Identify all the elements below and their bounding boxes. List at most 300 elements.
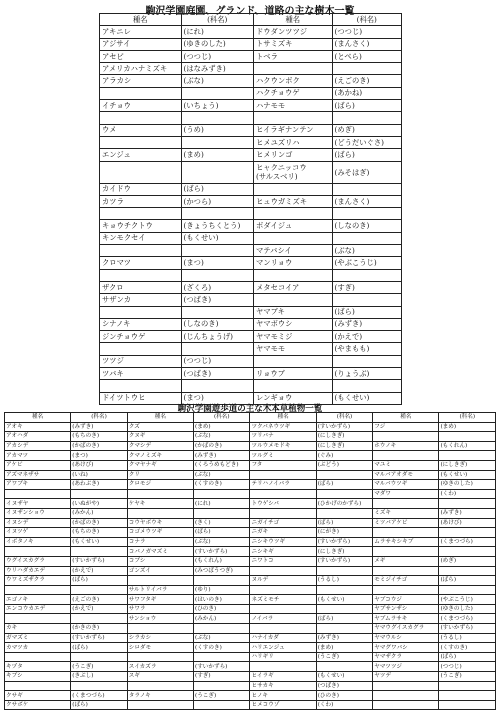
family-cell <box>316 489 372 499</box>
species-cell: クマヤナギ <box>127 460 193 470</box>
species-cell <box>250 662 316 672</box>
species-cell <box>254 380 333 392</box>
table-row <box>100 63 402 75</box>
table-row <box>5 470 496 480</box>
species-cell: シナノキ <box>100 318 182 330</box>
species-cell: ザクロ <box>100 281 182 293</box>
table-row <box>5 643 496 653</box>
table-row <box>100 149 402 161</box>
family-cell: (ゆきのした) <box>439 480 496 490</box>
species-cell <box>373 451 439 461</box>
family-cell: (もちのき) <box>71 432 127 442</box>
family-cell: (つばき) <box>316 681 372 691</box>
species-cell: タラノキ <box>127 691 193 701</box>
family-cell: (みずき) <box>439 508 496 518</box>
species-cell: コゴメウツギ <box>127 528 193 538</box>
species-cell <box>127 576 193 586</box>
family-cell <box>194 681 250 691</box>
family-cell: (ゆきのした) <box>439 604 496 614</box>
species-cell: ヤブコウジ <box>373 595 439 605</box>
species-cell <box>254 208 333 220</box>
family-cell: (ぐみ) <box>316 451 372 461</box>
species-cell: ヒイラギナンテン <box>254 124 333 136</box>
table-row <box>100 208 402 220</box>
table-row <box>100 124 402 136</box>
species-cell <box>250 566 316 576</box>
table-row <box>5 566 496 576</box>
species-cell: ボダイジュ <box>254 220 333 232</box>
species-cell: クマノミズキ <box>127 451 193 461</box>
table-row <box>5 624 496 634</box>
species-cell: マユミ <box>373 460 439 470</box>
family-cell <box>439 499 496 509</box>
family-cell: (うこぎ) <box>71 662 127 672</box>
family-cell: (にしきぎ) <box>316 441 372 451</box>
species-cell: サンショウ <box>127 614 193 624</box>
species-cell: マンリョウ <box>254 257 333 269</box>
species-cell: ニシキウツギ <box>250 537 316 547</box>
family-cell: (まつ) <box>181 257 253 269</box>
table-row <box>100 161 402 183</box>
species-cell: ツルグミ <box>250 451 316 461</box>
species-cell: ヒュウガミズキ <box>254 195 333 207</box>
species-cell: ニシキギ <box>250 547 316 557</box>
family-cell: (もちのき) <box>71 528 127 538</box>
table-row <box>5 460 496 470</box>
family-cell: (うこぎ) <box>439 672 496 682</box>
species-cell <box>100 161 182 183</box>
species-cell: ツルウメモドキ <box>250 441 316 451</box>
table-row <box>5 691 496 701</box>
family-cell: (かえで) <box>332 331 401 343</box>
family-cell <box>332 355 401 367</box>
family-cell <box>181 161 253 183</box>
family-cell <box>181 269 253 281</box>
family-cell: (かばのき) <box>194 441 250 451</box>
table-header-row <box>100 14 402 26</box>
family-cell: (ぶな) <box>194 537 250 547</box>
species-cell: アカシデ <box>5 441 71 451</box>
family-cell: (めぎ) <box>439 556 496 566</box>
family-cell <box>439 585 496 595</box>
family-cell <box>316 624 372 634</box>
family-cell: (まめ) <box>316 643 372 653</box>
table-row <box>100 87 402 99</box>
table-row <box>100 26 402 38</box>
table-row <box>100 245 402 257</box>
family-cell <box>439 700 496 710</box>
family-cell <box>181 380 253 392</box>
family-cell <box>439 432 496 442</box>
family-cell <box>181 136 253 148</box>
table-row <box>100 331 402 343</box>
family-cell <box>332 112 401 124</box>
family-cell: (くわ) <box>439 489 496 499</box>
family-cell: (うこぎ) <box>194 691 250 701</box>
species-cell <box>254 183 333 195</box>
species-cell <box>100 343 182 355</box>
family-cell: (みずき) <box>316 633 372 643</box>
table-row <box>5 518 496 528</box>
species-cell <box>250 624 316 634</box>
species-cell: コウヤボウキ <box>127 518 193 528</box>
family-cell: (りょうぶ) <box>332 368 401 380</box>
table-row <box>5 489 496 499</box>
table-row <box>5 662 496 672</box>
family-cell: (つばき) <box>181 368 253 380</box>
family-cell: (ゆきのした) <box>181 38 253 50</box>
family-cell: (ざくろ) <box>181 281 253 293</box>
species-cell: リョウブ <box>254 368 333 380</box>
family-cell <box>439 547 496 557</box>
family-cell <box>194 489 250 499</box>
family-cell: (ばら) <box>316 480 372 490</box>
column-header-family: (科名) <box>332 14 401 26</box>
family-cell: (まめ) <box>194 422 250 432</box>
species-cell: コナラ <box>127 537 193 547</box>
family-cell: (つつじ) <box>181 50 253 62</box>
species-cell <box>5 614 71 624</box>
species-cell <box>100 208 182 220</box>
species-cell: ウワミズザクラ <box>5 576 71 586</box>
family-cell: (みそはぎ) <box>332 161 401 183</box>
species-cell <box>373 585 439 595</box>
family-cell <box>194 624 250 634</box>
species-cell: エゴノキ <box>5 595 71 605</box>
family-cell: (みかん) <box>71 508 127 518</box>
species-cell <box>127 681 193 691</box>
family-cell: (すいかずら) <box>71 633 127 643</box>
family-cell: (つばき) <box>181 294 253 306</box>
family-cell: (つつじ) <box>181 355 253 367</box>
family-cell <box>71 681 127 691</box>
species-cell: ハクウンボク <box>254 75 333 87</box>
species-cell: アオキ <box>5 422 71 432</box>
family-cell: (ばら) <box>332 149 401 161</box>
species-cell <box>5 489 71 499</box>
table-row <box>5 633 496 643</box>
species-cell: クズ <box>127 422 193 432</box>
family-cell <box>194 652 250 662</box>
family-cell: (しなのき) <box>181 318 253 330</box>
family-cell: (うめ) <box>181 124 253 136</box>
family-cell: (いね) <box>71 470 127 480</box>
species-cell: メギ <box>373 556 439 566</box>
species-cell: トベラ <box>254 50 333 62</box>
column-header-species: 種名 <box>127 413 193 423</box>
column-header-family: (科名) <box>194 413 250 423</box>
species-cell: クヌギ <box>127 432 193 442</box>
family-cell: (ひのき) <box>316 691 372 701</box>
family-cell: (しなのき) <box>332 220 401 232</box>
species-cell: マテバシイ <box>254 245 333 257</box>
table-row <box>5 652 496 662</box>
column-header-family: (科名) <box>439 413 496 423</box>
table-row <box>5 508 496 518</box>
family-cell: (みつばうつぎ) <box>194 566 250 576</box>
species-cell: カマツカ <box>5 643 71 653</box>
species-cell: テリハノイバラ <box>250 480 316 490</box>
species-cell: メタセコイア <box>254 281 333 293</box>
species-cell: ツツジ <box>100 355 182 367</box>
species-cell: ヒノキ <box>250 691 316 701</box>
species-cell: イチョウ <box>100 100 182 112</box>
species-cell: ニガイチゴ <box>250 518 316 528</box>
species-cell: コバノガマズミ <box>127 547 193 557</box>
family-cell: (まつ) <box>71 451 127 461</box>
species-cell: ハナイカダ <box>250 633 316 643</box>
family-cell: (きく) <box>194 518 250 528</box>
species-cell: ツバキ <box>100 368 182 380</box>
species-cell: イヌシデ <box>5 518 71 528</box>
species-cell: ネズミモチ <box>250 595 316 605</box>
family-cell <box>71 585 127 595</box>
species-cell: エンコウカエデ <box>5 604 71 614</box>
table-row <box>5 672 496 682</box>
family-cell: (すいかずら) <box>316 556 372 566</box>
species-cell: ヤブムラサキ <box>373 614 439 624</box>
species-cell: アラカシ <box>100 75 182 87</box>
species-cell <box>100 87 182 99</box>
species-cell: クマシデ <box>127 441 193 451</box>
table-row <box>100 380 402 392</box>
family-cell: (どうだいぐさ) <box>332 136 401 148</box>
family-cell: (ばら) <box>71 576 127 586</box>
family-cell: (かばのき) <box>71 441 127 451</box>
species-cell: アカマツ <box>5 451 71 461</box>
section-title: 駒沢学園遊歩道の主な木本草植物一覧 <box>177 404 323 414</box>
species-cell: アオハダ <box>5 432 71 442</box>
family-cell: (にがき) <box>316 528 372 538</box>
species-cell <box>254 355 333 367</box>
species-cell: ムラサキシキブ <box>373 537 439 547</box>
species-cell: フジ <box>373 422 439 432</box>
family-cell: (くすのき) <box>194 643 250 653</box>
column-header-species: 種名 <box>250 413 316 423</box>
species-cell: マルバウツギ <box>373 480 439 490</box>
family-cell: (ばら) <box>181 183 253 195</box>
species-cell: カツラ <box>100 195 182 207</box>
family-cell: (すいかずら) <box>194 662 250 672</box>
species-cell: フタ <box>250 460 316 470</box>
family-cell: (すいかずら) <box>194 547 250 557</box>
family-cell: (ぶな) <box>332 245 401 257</box>
family-cell: (かばのき) <box>71 518 127 528</box>
species-cell: トウゲシバ <box>250 499 316 509</box>
table-row <box>100 136 402 148</box>
family-cell <box>332 208 401 220</box>
table-row <box>5 576 496 586</box>
family-cell <box>439 691 496 701</box>
species-cell: ハリギリ <box>250 652 316 662</box>
species-cell <box>254 232 333 244</box>
species-cell: カキ <box>5 624 71 634</box>
species-cell <box>373 528 439 538</box>
table-row <box>100 195 402 207</box>
table-row <box>5 422 496 432</box>
column-header-family: (科名) <box>181 14 253 26</box>
table-row <box>5 604 496 614</box>
species-cell: クサギ <box>5 691 71 701</box>
species-cell: キブシ <box>5 672 71 682</box>
species-cell: クロモジ <box>127 480 193 490</box>
family-cell <box>332 232 401 244</box>
table-row <box>5 547 496 557</box>
family-cell: (もくれん) <box>194 556 250 566</box>
species-cell <box>373 681 439 691</box>
family-cell: (くわ) <box>316 700 372 710</box>
table-row <box>5 681 496 691</box>
species-cell <box>373 700 439 710</box>
species-cell <box>5 585 71 595</box>
family-cell: (つつじ) <box>332 26 401 38</box>
table-row <box>5 432 496 442</box>
family-cell: (かつら) <box>181 195 253 207</box>
species-cell: ノイバラ <box>250 614 316 624</box>
table-row <box>100 257 402 269</box>
species-cell: ヌルデ <box>250 576 316 586</box>
table-row <box>5 614 496 624</box>
species-cell: ドウダンツツジ <box>254 26 333 38</box>
species-cell: ヒメユズリハ <box>254 136 333 148</box>
species-cell: ウメ <box>100 124 182 136</box>
family-cell: (ひのき) <box>194 604 250 614</box>
family-cell: (にれ) <box>181 26 253 38</box>
species-cell <box>250 508 316 518</box>
family-cell: (もくせい) <box>332 392 401 404</box>
family-cell <box>316 470 372 480</box>
table-row <box>100 368 402 380</box>
family-cell <box>316 508 372 518</box>
species-cell: クサボケ <box>5 700 71 710</box>
plant-table-path <box>4 412 496 710</box>
table-row <box>100 100 402 112</box>
species-cell: エンジュ <box>100 149 182 161</box>
family-cell <box>181 208 253 220</box>
family-cell: (ゆり) <box>194 585 250 595</box>
family-cell <box>332 63 401 75</box>
species-cell <box>5 547 71 557</box>
species-cell <box>5 681 71 691</box>
family-cell: (ばら) <box>439 576 496 586</box>
species-cell: イヌザヤ <box>5 499 71 509</box>
species-cell <box>373 499 439 509</box>
family-cell: (すぎ) <box>332 281 401 293</box>
family-cell: (まめ) <box>181 149 253 161</box>
species-cell <box>100 269 182 281</box>
species-cell <box>100 245 182 257</box>
species-cell: ホウノキ <box>373 441 439 451</box>
family-cell: (にしきぎ) <box>439 460 496 470</box>
species-cell: シラカシ <box>127 633 193 643</box>
family-cell: (ばら) <box>332 306 401 318</box>
species-cell <box>254 63 333 75</box>
species-cell: ミツバアケビ <box>373 518 439 528</box>
family-cell: (やぶこうじ) <box>332 257 401 269</box>
family-cell: (くまつづら) <box>71 691 127 701</box>
table-row <box>100 318 402 330</box>
family-cell: (もくせい) <box>71 537 127 547</box>
family-cell <box>181 112 253 124</box>
table-row <box>100 38 402 50</box>
species-cell: ヒイラギ <box>250 672 316 682</box>
species-cell: トサミズキ <box>254 38 333 50</box>
species-cell <box>254 112 333 124</box>
species-cell <box>127 489 193 499</box>
species-cell <box>100 112 182 124</box>
table-row <box>5 528 496 538</box>
table-row <box>5 499 496 509</box>
family-cell: (えごのき) <box>332 75 401 87</box>
family-cell: (うるし) <box>316 576 372 586</box>
species-cell <box>373 691 439 701</box>
species-cell: サワラ <box>127 604 193 614</box>
family-cell <box>332 269 401 281</box>
family-cell <box>71 652 127 662</box>
species-cell: キヅタ <box>5 662 71 672</box>
family-cell <box>439 566 496 576</box>
species-cell <box>127 508 193 518</box>
family-cell: (はいのき) <box>194 595 250 605</box>
table-row <box>100 50 402 62</box>
species-cell: ドイツトウヒ <box>100 392 182 404</box>
species-cell <box>250 470 316 480</box>
tree-table-campus <box>99 13 402 405</box>
species-cell: ジンチョウゲ <box>100 331 182 343</box>
family-cell: (みずき) <box>71 422 127 432</box>
family-cell <box>439 528 496 538</box>
species-cell: ウリハダカエデ <box>5 566 71 576</box>
species-cell: ヤブサンザシ <box>373 604 439 614</box>
species-cell: ミズキ <box>373 508 439 518</box>
species-cell: アワブキ <box>5 480 71 490</box>
species-cell: キンモクセイ <box>100 232 182 244</box>
family-cell: (あけび) <box>71 460 127 470</box>
species-cell: ヤツデ <box>373 672 439 682</box>
family-cell <box>194 508 250 518</box>
family-cell: (まつ) <box>181 392 253 404</box>
species-cell: ケヤキ <box>127 499 193 509</box>
table-row <box>100 343 402 355</box>
species-cell: モミジイチゴ <box>373 576 439 586</box>
table-row <box>5 451 496 461</box>
family-cell: (まんさく) <box>332 195 401 207</box>
species-cell: ヤマツツジ <box>373 662 439 672</box>
family-cell <box>194 700 250 710</box>
species-cell <box>254 294 333 306</box>
column-header-species: 種名 <box>5 413 71 423</box>
family-cell: (えごのき) <box>71 595 127 605</box>
species-cell <box>373 566 439 576</box>
species-cell <box>127 652 193 662</box>
family-cell <box>316 604 372 614</box>
species-cell: ヤマボウシ <box>254 318 333 330</box>
family-cell: (にしきぎ) <box>316 547 372 557</box>
species-cell: ツクバネウツギ <box>250 422 316 432</box>
family-cell: (すいかずら) <box>71 556 127 566</box>
species-cell <box>250 604 316 614</box>
family-cell: (ぶな) <box>181 75 253 87</box>
species-cell: ガマズミ <box>5 633 71 643</box>
family-cell: (やぶこうじ) <box>439 595 496 605</box>
species-cell <box>250 489 316 499</box>
table-row <box>100 183 402 195</box>
family-cell: (ばら) <box>71 700 127 710</box>
family-cell: (いちょう) <box>181 100 253 112</box>
species-cell: カイドウ <box>100 183 182 195</box>
table-row <box>100 232 402 244</box>
page-title: 駒沢学園庭園、グランド、道路の主な樹木一覧 <box>145 6 355 17</box>
